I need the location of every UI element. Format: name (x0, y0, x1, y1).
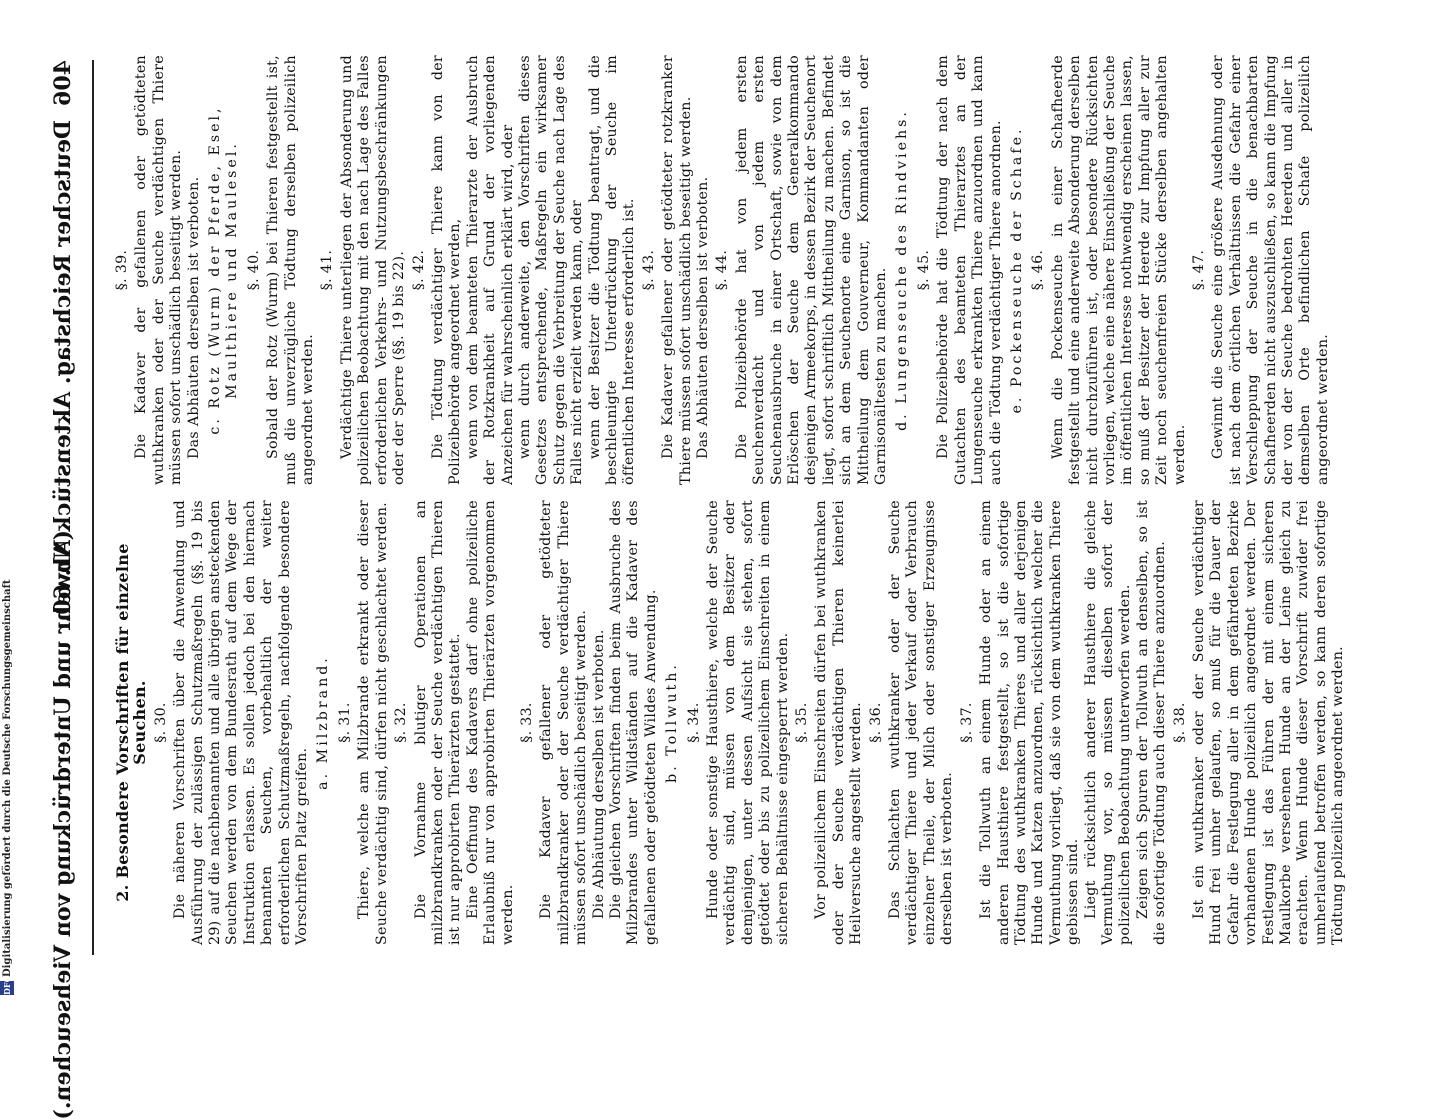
page-number: 406 (50, 60, 76, 106)
section-33-text-2: Die Abhäutung derselben ist verboten. (590, 629, 607, 919)
subheading-e: e. Pockenseuche der Schafe. (1008, 126, 1025, 414)
section-32-label: §. 32. (393, 702, 410, 743)
chapter-title: 2. Besondere Vorschriften für einzelne Seuchen. (113, 543, 150, 902)
section-34-label: §. 34. (685, 702, 702, 743)
section-42-text-1: Die Tödtung verdächtiger Thiere kann von der Polizeibehörde angeordnet werden, (429, 55, 464, 485)
section-44-text: Die Polizeibehörde hat von jedem ersten Seuchenverdacht und von jedem ersten Seuchenausbruche in einer Ortschaft, sowie von dem Erlöschen der Seuche dem Generalkommando desjenigen Armeekorps, in dessen Bezirk der Seuchenort liegt, sofort schriftlich Mittheilung zu machen. Befindet sich an dem Seuchenorte eine Garnison, so ist die Mittheilung dem Gouverneur, Kommandanten oder Garnisonältesten zu machen. (733, 55, 890, 485)
section-33-label: §. 33. (518, 702, 535, 743)
subheading-c: c. Rotz (Wurm) der Pferde, Esel, Maulthiere und Maulesel. (207, 105, 241, 435)
section-31-label: §. 31. (336, 702, 353, 743)
section-31-text: Thiere, welche am Milzbrande erkrankt oder dieser Seuche verdächtig sind, dürfen nicht geschlachtet werden. (356, 500, 390, 945)
section-32-text-2: Eine Oeffnung des Kadavers darf ohne polizeiliche Erlaubniß nur von approbirten Thierärzten vorgenommen werden. (464, 500, 516, 945)
header-right-title: (Abwehr und Unterdrückung von Viehseuchen.) (50, 530, 76, 1120)
header-left-title: Deutscher Reichstag. Aktenstück Nr. 60. (50, 120, 76, 623)
section-37-text-3: Zeigen sich Spuren der Tollwuth an denselben, so ist die sofortige Tödtung auch dieser Thiere anzuordnen. (1134, 500, 1169, 945)
section-39-text-2: Das Abhäuten derselben ist verboten. (185, 176, 202, 459)
section-42-text-4: wenn der Besitzer die Tödtung beantragt, und die beschleunigte Unterdrückung der Seuche im öffentlichen Interesse erforderlich ist. (586, 55, 638, 485)
section-45-label: §. 45. (915, 249, 932, 291)
section-47-text: Gewinnt die Seuche eine größere Ausdehnung oder ist nach dem örtlichen Verhältnissen die Gefahr einer Verschleppung der Seuche in die benachbarten Schafheerden nicht auszuschließen, so kann die Impfung der von der Seuche bedrohten Heerden und aller in demselben Orte befindlichen Schafe polizeilich angeordnet werden. (1210, 55, 1331, 485)
section-41-label: §. 41. (319, 249, 336, 291)
digitization-credit (0, 579, 14, 995)
section-37-text-2: Liegt rücksichtlich anderer Hausthiere die gleiche Vermuthung vor, so müssen dieselben sofort der polizeilichen Beobachtung unterworfen werden. (1082, 500, 1134, 945)
header-rule (92, 60, 94, 955)
section-37-label: §. 37. (958, 702, 975, 743)
section-45-text: Die Polizeibehörde hat die Tödtung der nach dem Gutachten des beamteten Thierarztes an der Lungenseuche erkrankten Thiere anzuordnen und kann auch die Tödtung verdächtiger Thiere anordnen. (935, 55, 1004, 485)
section-43-text-1: Die Kadaver gefallener oder getödteter rotzkranker Thiere müssen sofort unschädlich beseitigt werden. (660, 55, 694, 485)
section-33-text-3: Die gleichen Vorschriften finden beim Ausbruche des Milzbrandes unter Wildständen auf die Kadaver des gefallenen oder getödteten Wildes Anwendung. (607, 500, 659, 945)
section-38-label: §. 38. (1171, 702, 1188, 743)
section-46-text: Wenn die Pockenseuche in einer Schafheerde festgestellt und eine anderweite Absonderung derselben nicht durchzuführen ist, oder besondere Rücksichten vorliegen, welche eine nähere Einschließung der Seuche im öffentlichen Interesse nothwendig erscheinen lassen, so muß der Besitzer der Heerde zur Impfung aller zur Zeit noch seuchenfreien Stücke derselben angehalten werden. (1049, 55, 1188, 485)
section-40-text: Sobald der Rotz (Wurm) bei Thieren festgestellt ist, muß die unverzügliche Tödtung derselben polizeilich angeordnet werden. (265, 55, 317, 485)
section-38-text: Ist ein wuthkranker oder der Seuche verdächtiger Hund frei umher gelaufen, so muß für die Dauer der Gefahr die Festlegung aller in dem gefährdeten Bezirke vorhandenen Hunde polizeilich angeordnet werden. Der Festlegung ist das Führen der mit einem sicheren Maulkorbe versehenen Hunde an der Leine gleich zu erachten. Wenn Hunde dieser Vorschrift zuwider frei umherlaufend betroffen werden, so kann deren sofortige Tödtung polizeilich angeordnet werden. (1190, 500, 1347, 945)
section-35-text: Vor polizeilichem Einschreiten dürfen bei wuthkranken oder der Seuche verdächtigen Thieren keinerlei Heilversuche angestellt werden. (813, 500, 865, 945)
credit-text: Digitalisierung gefördert durch die Deutsche Forschungsgemeinschaft (2, 579, 13, 977)
right-column (112, 55, 1331, 485)
subheading-d: d. Lungenseuche des Rindviehs. (894, 109, 911, 431)
section-34-text: Hunde oder sonstige Hausthiere, welche der Seuche verdächtig sind, müssen von dem Besitzer oder demjenigen, unter dessen Aufsicht sie stehen, sofort getödtet oder bis zu polizeilichem Einschreiten in einem sicheren Behältnisse eingesperrt werden. (705, 500, 791, 945)
section-36-label: §. 36. (867, 702, 884, 743)
page-header (44, 60, 84, 1120)
section-37-text-1: Ist die Tollwuth an einem Hunde oder an einem anderen Hausthiere festgestellt, so ist die sofortige Tödtung des wuthkranken Thieres und aller derjenigen Hunde und Katzen anzuordnen, rücksichtlich welcher die Vermuthung vorliegt, daß sie von dem wuthkranken Thiere gebissen sind. (978, 500, 1082, 945)
dfg-logo: DFG (2, 975, 12, 995)
subheading-a: a. Milzbrand. (315, 655, 332, 790)
section-43-text-2: Das Abhäuten derselben ist verboten. (695, 176, 711, 459)
section-39-text-1: Die Kadaver der gefallenen oder getödteten wuthkranken oder der Seuche verdächtigen Thiere müssen sofort unschädlich beseitigt werden. (133, 55, 185, 485)
section-39-label: §. 39. (114, 249, 130, 291)
section-44-label: §. 44. (714, 249, 731, 291)
section-47-label: §. 47. (1190, 249, 1207, 291)
left-column (112, 500, 1347, 945)
section-30-text: Die näheren Vorschriften über die Anwendung und Ausführung der zulässigen Schutzmaßregeln (§§. 19 bis 29) auf die nachbenannten und alle übrigen ansteckenden Seuchen werden von dem Bundesrath auf dem Wege der Instruktion erlassen. Es sollen jedoch bei den hiernach benannten Seuchen, vorbehaltlich der weiter erforderlichen Schutzmaßregeln, nachfolgende besondere Vorschriften Platz greifen. (172, 500, 311, 945)
section-42-text-3: wenn durch anderweite, den Vorschriften dieses Gesetzes entsprechende, Maßregeln ein wirksamer Schutz gegen die Verbreitung der Seuche nach Lage des Falles nicht erzielt werden kann, oder (516, 55, 586, 485)
section-30-label: §. 30. (152, 702, 169, 743)
section-35-label: §. 35. (794, 702, 811, 743)
section-32-text-1: Die Vornahme blutiger Operationen an milzbrandkranken oder der Seuche verdächtigen Thieren ist nur approbirten Thierärzten gestattet. (412, 500, 464, 945)
subheading-b: b. Tollwuth. (664, 662, 681, 783)
section-42-text-2: wenn von dem beamteten Thierarzte der Ausbruch der Rotzkrankheit auf Grund der vorliegenden Anzeichen für wahrscheinlich erklärt wird, oder (464, 55, 516, 485)
section-46-label: §. 46. (1030, 249, 1047, 291)
section-40-label: §. 40. (245, 249, 262, 291)
section-42-label: §. 42. (410, 249, 427, 291)
section-43-label: §. 43. (640, 249, 657, 291)
section-36-text: Das Schlachten wuthkranker oder der Seuche verdächtiger Thiere und jeder Verkauf oder Verbrauch einzelner Theile, der Milch oder sonstiger Erzeugnisse derselben ist verboten. (887, 500, 956, 945)
section-41-text: Verdächtige Thiere unterliegen der Absonderung und polizeilichen Beobachtung mit den nach Lage des Falles erforderlichen Verkehrs- und Nutzungsbeschränkungen oder der Sperre (§§. 19 bis 22). (338, 55, 408, 485)
section-33-text-1: Die Kadaver gefallener oder getödteter milzbrandkranker oder der Seuche verdächtiger Thiere müssen sofort unschädlich beseitigt werden. (538, 500, 590, 945)
